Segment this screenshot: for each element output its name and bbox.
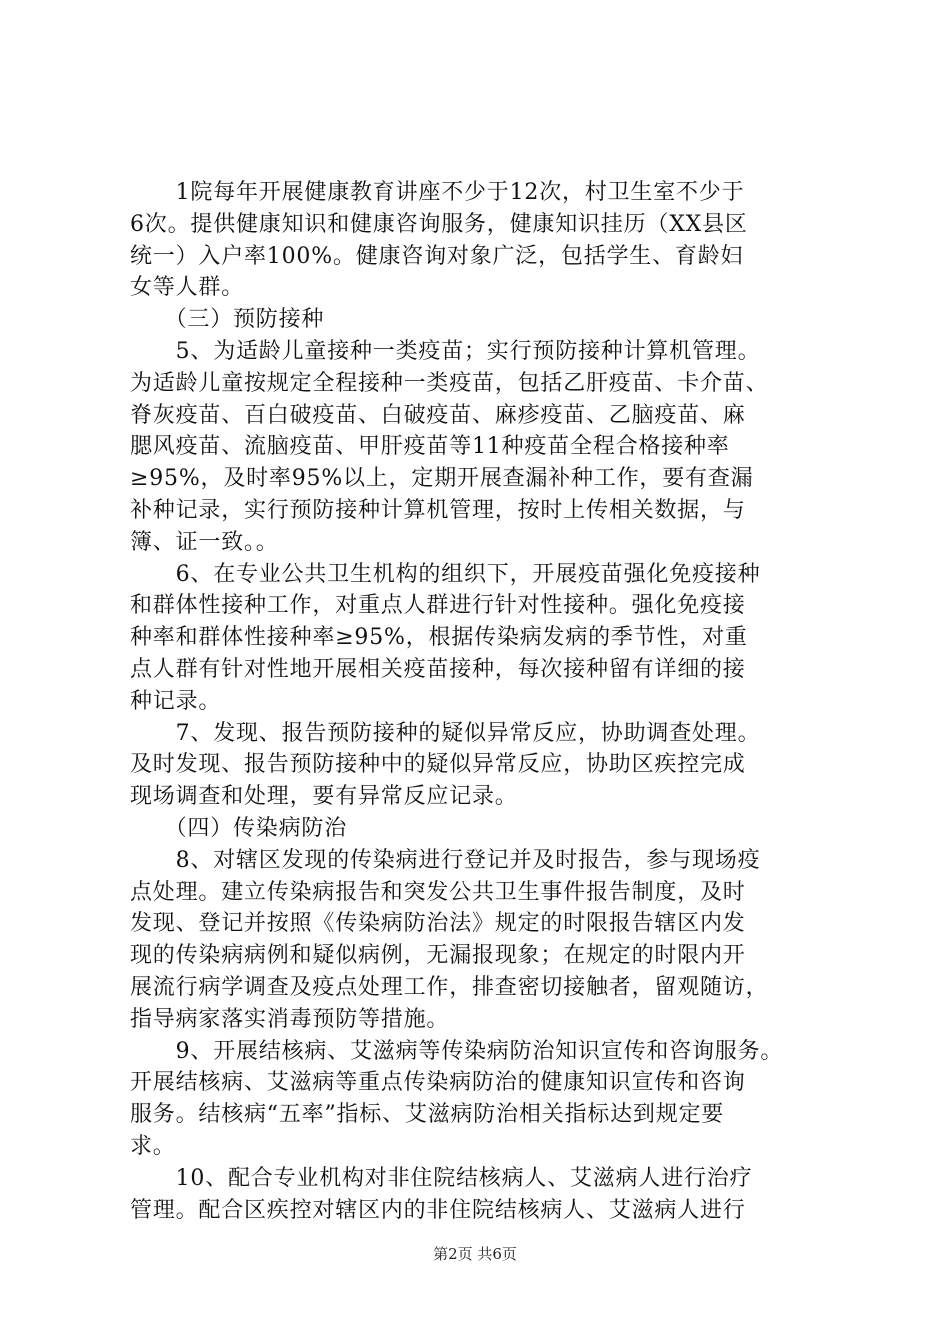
text-line: 种率和群体性接种率≥95%，根据传染病发病的季节性，对重	[130, 625, 748, 651]
text-line: 及时发现、报告预防接种中的疑似异常反应，协助区疾控完成	[130, 752, 746, 778]
text-line: 管理。配合区疾控对辖区内的非住院结核病人、艾滋病人进行	[130, 1197, 746, 1223]
text-line: 女等人群。	[130, 275, 245, 301]
text-line: 腮风疫苗、流脑疫苗、甲肝疫苗等11种疫苗全程合格接种率	[130, 434, 730, 460]
text-line: 统一）入户率100%。健康咨询对象广泛，包括学生、育龄妇	[130, 243, 744, 269]
text-line: 服务。结核病“五率”指标、艾滋病防治相关指标达到规定要	[130, 1102, 725, 1128]
text-line: 开展结核病、艾滋病等重点传染病防治的健康知识宣传和咨询	[130, 1070, 746, 1096]
text-line: 7、发现、报告预防接种的疑似异常反应，协助调查处理。	[130, 720, 761, 746]
text-line: 和群体性接种工作，对重点人群进行针对性接种。强化免疫接	[130, 593, 746, 619]
text-line: 种记录。	[130, 688, 222, 714]
text-line: 为适龄儿童按规定全程接种一类疫苗，包括乙肝疫苗、卡介苗、	[130, 370, 769, 396]
text-line: 5、为适龄儿童接种一类疫苗；实行预防接种计算机管理。	[130, 338, 761, 364]
text-line: 现场调查和处理，要有异常反应记录。	[130, 784, 518, 810]
text-line: 6次。提供健康知识和健康咨询服务，健康知识挂历（XX县区	[130, 211, 748, 237]
page-number-footer: 第2页 共6页	[433, 1245, 517, 1263]
text-line: 补种记录，实行预防接种计算机管理，按时上传相关数据，与	[130, 497, 746, 523]
document-body	[130, 177, 830, 1226]
text-line: 9、开展结核病、艾滋病等传染病防治知识宣传和咨询服务。	[130, 1038, 784, 1064]
text-line: 8、对辖区发现的传染病进行登记并及时报告，参与现场疫	[130, 847, 761, 873]
text-line: 10、配合专业机构对非住院结核病人、艾滋病人进行治疗	[130, 1165, 753, 1191]
text-line: 1院每年开展健康教育讲座不少于12次，村卫生室不少于	[130, 180, 745, 205]
text-line: 点人群有针对性地开展相关疫苗接种，每次接种留有详细的接	[130, 656, 746, 682]
section-heading: （四）传染病防治	[130, 815, 348, 841]
text-line: ≥95%，及时率95%以上，定期开展查漏补种工作，要有查漏	[130, 466, 754, 492]
text-line: 6、在专业公共卫生机构的组织下，开展疫苗强化免疫接种	[130, 561, 761, 587]
text-line: 簿、证一致。。	[130, 529, 279, 555]
text-line: 发现、登记并按照《传染病防治法》规定的时限报告辖区内发	[130, 911, 746, 937]
section-heading: （三）预防接种	[130, 307, 325, 333]
text-line: 指导病家落实消毒预防等措施。	[130, 1006, 450, 1032]
text-line: 求。	[130, 1133, 176, 1159]
text-line: 点处理。建立传染病报告和突发公共卫生事件报告制度，及时	[130, 879, 746, 905]
text-line: 现的传染病病例和疑似病例，无漏报现象；在规定的时限内开	[130, 943, 746, 969]
text-line: 展流行病学调查及疫点处理工作，排查密切接触者，留观随访，	[130, 974, 769, 1000]
text-line: 脊灰疫苗、百白破疫苗、白破疫苗、麻疹疫苗、乙脑疫苗、麻	[130, 402, 746, 428]
